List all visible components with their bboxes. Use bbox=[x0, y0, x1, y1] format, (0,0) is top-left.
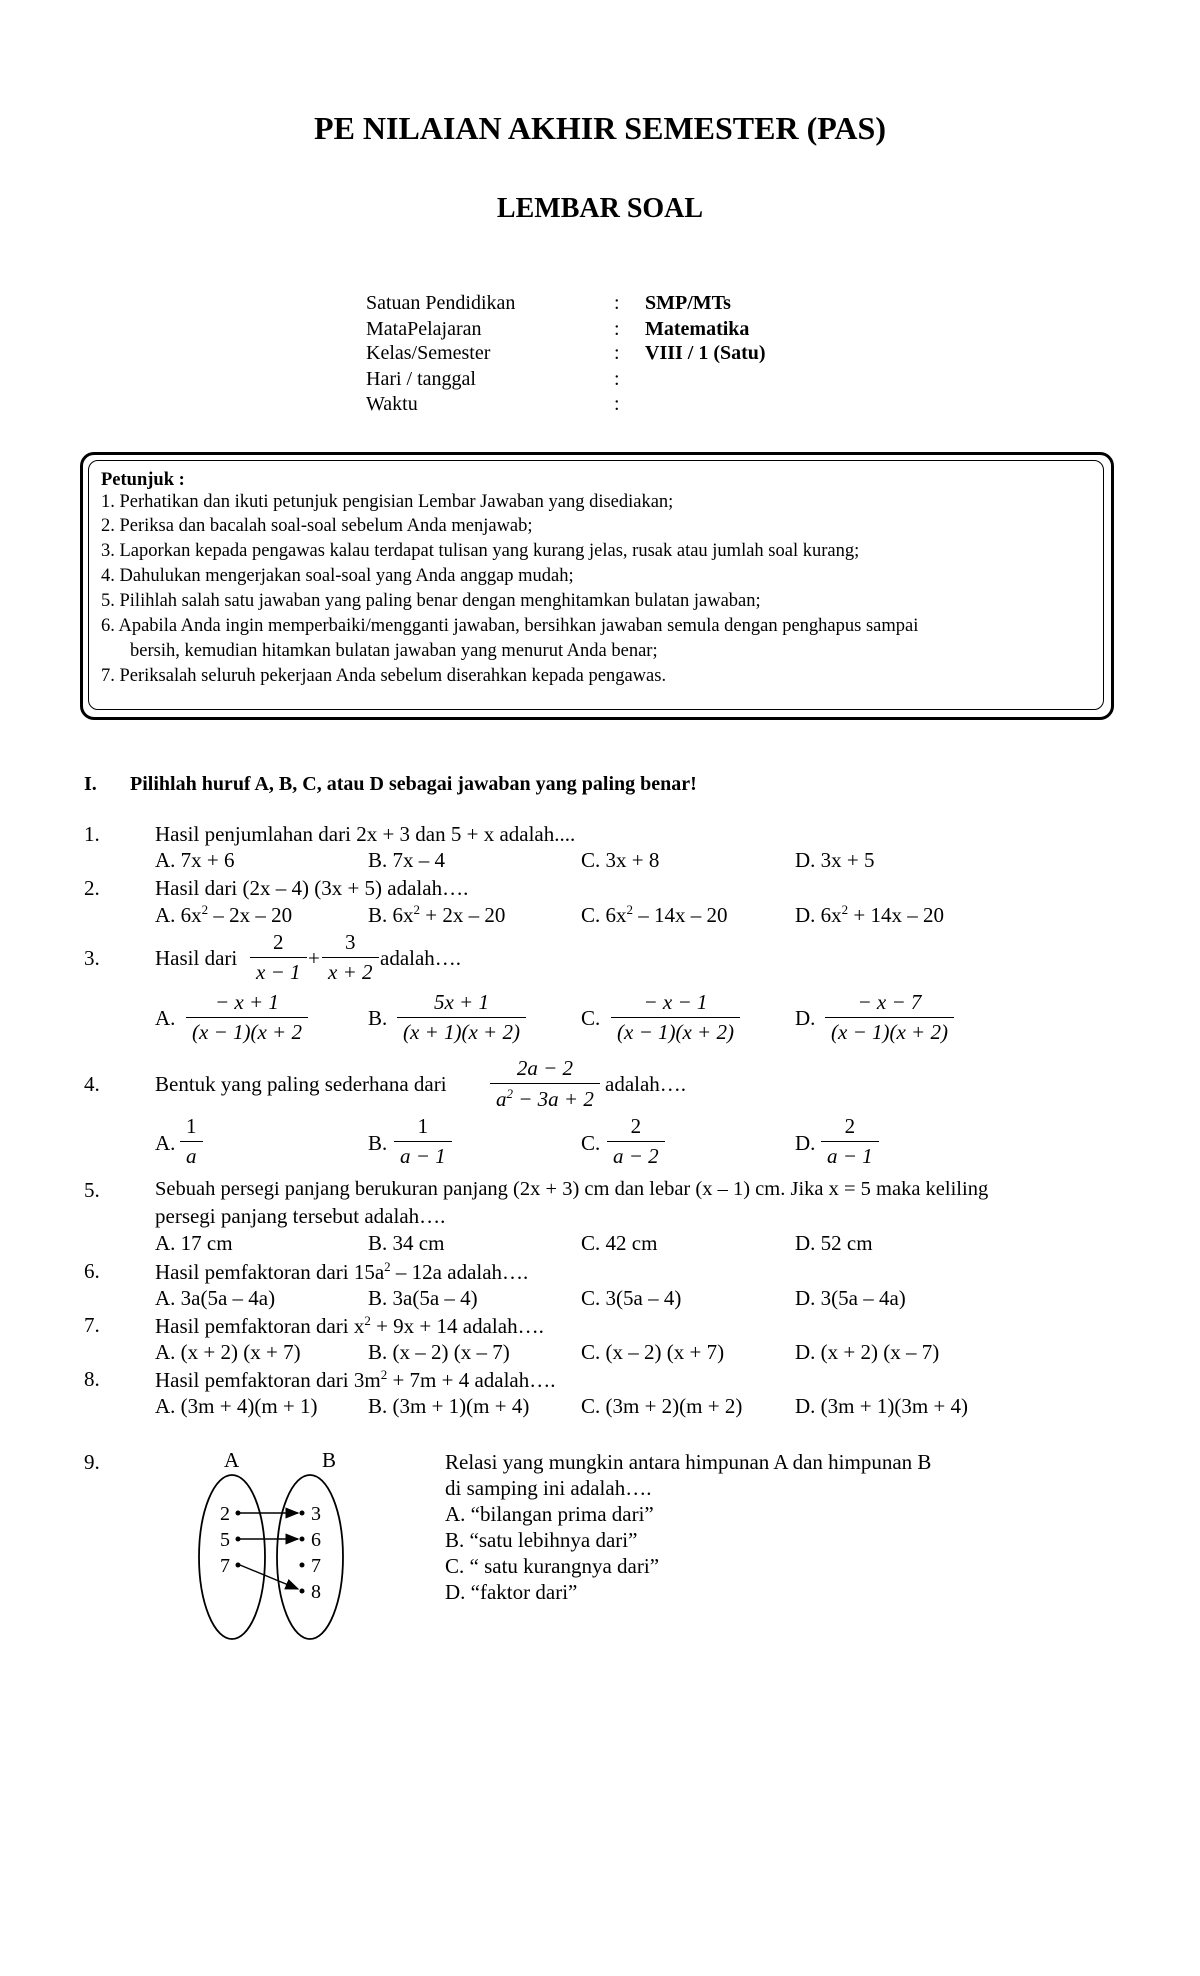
question-text: di samping ini adalah…. bbox=[445, 1476, 652, 1500]
instruction-line: 5. Pilihlah salah satu jawaban yang paling benar dengan menghitamkan bulatan jawaban; bbox=[101, 591, 761, 611]
relation-diagram bbox=[180, 1445, 360, 1645]
info-value: Matematika bbox=[645, 318, 750, 340]
option-b: B. (3m + 1)(m + 4) bbox=[368, 1394, 530, 1418]
question-number: 2. bbox=[84, 876, 100, 900]
plus-sign: + bbox=[308, 946, 320, 970]
set-a-element: 7 bbox=[220, 1555, 230, 1577]
option-c: C. 3(5a – 4) bbox=[581, 1286, 682, 1310]
set-a-element: 5 bbox=[220, 1529, 230, 1551]
info-label: Hari / tanggal bbox=[366, 368, 476, 390]
option-label: C. bbox=[581, 1006, 601, 1030]
question-text: Hasil pemfaktoran dari $3m^2 + 7m + 4$ adalah…. bbox=[155, 1367, 556, 1392]
option-c: C. 3x + 8 bbox=[581, 848, 660, 872]
option-d: D. (3m + 1)(3m + 4) bbox=[795, 1394, 968, 1418]
option-c: C. (x – 2) (x + 7) bbox=[581, 1340, 725, 1364]
question-number: 1. bbox=[84, 822, 100, 846]
option-label: A. bbox=[155, 1131, 176, 1155]
question-number: 8. bbox=[84, 1367, 100, 1391]
option-b: $\frac{1}{a - 1}$ bbox=[394, 1114, 452, 1169]
set-b-ellipse bbox=[277, 1475, 343, 1639]
section-number: I. bbox=[84, 773, 97, 795]
option-b: B. “satu lebihnya dari” bbox=[445, 1528, 638, 1552]
page-title: PE NILAIAN AKHIR SEMESTER (PAS) bbox=[314, 110, 886, 146]
instruction-line: 2. Periksa dan bacalah soal-soal sebelum Anda menjawab; bbox=[101, 516, 533, 536]
option-d: D. 52 cm bbox=[795, 1231, 873, 1255]
info-label: Kelas/Semester bbox=[366, 342, 491, 364]
question-text: Hasil penjumlahan dari 2x + 3 dan 5 + x adalah.... bbox=[155, 822, 576, 846]
set-b-element: 7 bbox=[311, 1555, 321, 1577]
info-label: Satuan Pendidikan bbox=[366, 292, 516, 314]
fraction: $\frac{2}{x - 1}$ bbox=[250, 930, 307, 985]
option-d: D. “faktor dari” bbox=[445, 1580, 578, 1604]
info-sep: : bbox=[614, 393, 620, 415]
option-a: A. 17 cm bbox=[155, 1231, 233, 1255]
question-text: Hasil pemfaktoran dari $15a^2 - 12a$ adalah…. bbox=[155, 1259, 529, 1284]
instruction-line: bersih, kemudian hitamkan bulatan jawaban yang menurut Anda benar; bbox=[130, 641, 658, 661]
question-number: 5. bbox=[84, 1178, 100, 1202]
instruction-line: 7. Periksalah seluruh pekerjaan Anda sebelum diserahkan kepada pengawas. bbox=[101, 666, 667, 686]
option-b: B. $6x^2 + 2x - 20$ bbox=[368, 902, 506, 927]
question-text: Sebuah persegi panjang berukuran panjang (2x + 3) cm dan lebar (x – 1) cm. Jika x = 5 maka keliling bbox=[155, 1178, 989, 1200]
option-a: A. (x + 2) (x + 7) bbox=[155, 1340, 301, 1364]
set-a-ellipse bbox=[199, 1475, 265, 1639]
question-number: 4. bbox=[84, 1072, 100, 1096]
set-b-element: 3 bbox=[311, 1503, 321, 1525]
option-c: C. “ satu kurangnya dari” bbox=[445, 1554, 660, 1578]
section-title: Pilihlah huruf A, B, C, atau D sebagai jawaban yang paling benar! bbox=[130, 773, 697, 795]
question-text: Hasil dari bbox=[155, 946, 238, 970]
instruction-line: 6. Apabila Anda ingin memperbaiki/mengganti jawaban, bersihkan jawaban semula dengan penghapus sampai bbox=[101, 616, 919, 636]
question-text: Bentuk yang paling sederhana dari bbox=[155, 1072, 447, 1096]
option-label: D. bbox=[795, 1131, 816, 1155]
info-sep: : bbox=[614, 342, 620, 364]
info-label: Waktu bbox=[366, 393, 418, 415]
question-text: Hasil pemfaktoran dari $x^2 + 9x + 14$ adalah…. bbox=[155, 1313, 544, 1338]
question-number: 3. bbox=[84, 946, 100, 970]
instruction-line: 3. Laporkan kepada pengawas kalau terdapat tulisan yang kurang jelas, rusak atau jumlah soal kurang; bbox=[101, 541, 860, 561]
fraction: $\frac{3}{x + 2}$ bbox=[322, 930, 379, 985]
option-d: D. 3(5a – 4a) bbox=[795, 1286, 906, 1310]
option-a: A. (3m + 4)(m + 1) bbox=[155, 1394, 318, 1418]
option-b: $\frac{5x + 1}{(x + 1)(x + 2)}$ bbox=[397, 990, 526, 1045]
option-a: A. 7x + 6 bbox=[155, 848, 235, 872]
question-number: 7. bbox=[84, 1313, 100, 1337]
instructions-title: Petunjuk : bbox=[101, 470, 185, 490]
set-a-element: 2 bbox=[220, 1503, 230, 1525]
option-a: A. 3a(5a – 4a) bbox=[155, 1286, 276, 1310]
info-sep: : bbox=[614, 318, 620, 340]
option-a: $\frac{1}{a}$ bbox=[180, 1114, 203, 1169]
option-c: C. $6x^2 - 14x - 20$ bbox=[581, 902, 728, 927]
question-text: Relasi yang mungkin antara himpunan A dan himpunan B bbox=[445, 1450, 932, 1474]
option-b: B. 34 cm bbox=[368, 1231, 445, 1255]
page-subtitle: LEMBAR SOAL bbox=[496, 193, 704, 224]
option-b: B. 7x – 4 bbox=[368, 848, 446, 872]
question-number: 6. bbox=[84, 1259, 100, 1283]
info-sep: : bbox=[614, 292, 620, 314]
info-sep: : bbox=[614, 368, 620, 390]
option-c: $\frac{2}{a - 2}$ bbox=[607, 1114, 665, 1169]
option-c: $\frac{- x - 1}{(x - 1)(x + 2)}$ bbox=[611, 990, 740, 1045]
option-label: B. bbox=[368, 1006, 388, 1030]
option-label: B. bbox=[368, 1131, 388, 1155]
question-tail: adalah…. bbox=[605, 1072, 687, 1096]
info-value: VIII / 1 (Satu) bbox=[645, 342, 766, 364]
option-d: D. $6x^2 + 14x - 20$ bbox=[795, 902, 945, 927]
option-a: A. $6x^2 - 2x - 20$ bbox=[155, 902, 293, 927]
option-c: C. 42 cm bbox=[581, 1231, 658, 1255]
instruction-line: 4. Dahulukan mengerjakan soal-soal yang Anda anggap mudah; bbox=[101, 566, 574, 586]
instruction-line: 1. Perhatikan dan ikuti petunjuk pengisian Lembar Jawaban yang disediakan; bbox=[101, 492, 674, 512]
question-text: persegi panjang tersebut adalah…. bbox=[155, 1204, 446, 1228]
option-d: D. (x + 2) (x – 7) bbox=[795, 1340, 940, 1364]
option-label: C. bbox=[581, 1131, 601, 1155]
set-b-element: 6 bbox=[311, 1529, 321, 1551]
option-b: B. 3a(5a – 4) bbox=[368, 1286, 478, 1310]
option-a: $\frac{- x + 1}{(x - 1)(x + 2}$ bbox=[186, 990, 308, 1045]
option-b: B. (x – 2) (x – 7) bbox=[368, 1340, 510, 1364]
question-number: 9. bbox=[84, 1450, 100, 1474]
option-label: D. bbox=[795, 1006, 816, 1030]
set-label-b: B bbox=[322, 1448, 337, 1472]
option-c: C. (3m + 2)(m + 2) bbox=[581, 1394, 743, 1418]
info-label: MataPelajaran bbox=[366, 318, 482, 340]
option-d: D. 3x + 5 bbox=[795, 848, 875, 872]
info-value: SMP/MTs bbox=[645, 292, 731, 314]
question-text: Hasil dari (2x – 4) (3x + 5) adalah…. bbox=[155, 876, 469, 900]
set-b-element: 8 bbox=[311, 1581, 321, 1603]
option-d: $\frac{2}{a - 1}$ bbox=[821, 1114, 879, 1169]
set-label-a: A bbox=[224, 1448, 240, 1472]
relation-arrow bbox=[240, 1565, 298, 1589]
fraction: $\frac{2a - 2}{a^2 - 3a + 2}$ bbox=[490, 1056, 600, 1112]
option-d: $\frac{- x - 7}{(x - 1)(x + 2)}$ bbox=[825, 990, 954, 1045]
question-tail: adalah…. bbox=[380, 946, 462, 970]
option-a: A. “bilangan prima dari” bbox=[445, 1502, 654, 1526]
option-label: A. bbox=[155, 1006, 176, 1030]
